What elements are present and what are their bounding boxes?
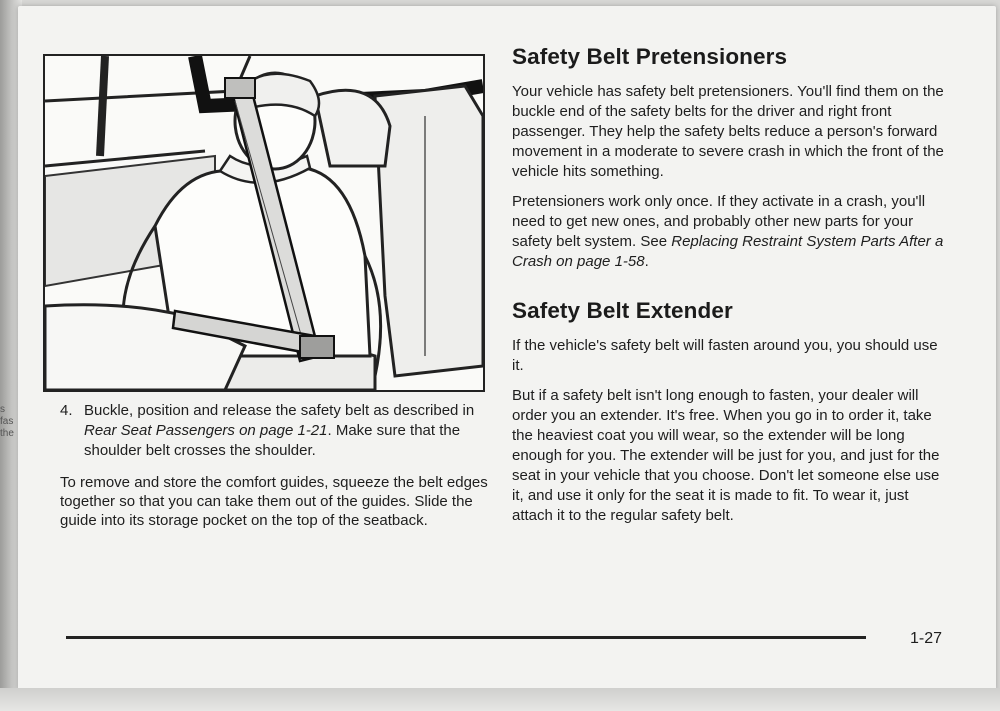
left-column — [60, 401, 490, 530]
pretensioners-paragraph-2 — [512, 192, 952, 272]
comfort-guide-paragraph: To remove and store the comfort guides, squeeze the belt edges together so that you can take them out of the guides. Slide the guide into its storage pocket on the top of the seatback. — [60, 474, 488, 529]
extender-paragraph-2: But if a safety belt isn't long enough to fasten, your dealer will order you an extender. It's free. When you go in to order it, take the heaviest coat you will wear, so the extender will be long enough for you. The extender will be just for you, and just for the seat in your vehicle that you choose. Don't let someone else use it, and use it only for the seat it is made to fit. To wear it, just attach it to the regular safety belt. — [512, 387, 940, 524]
step-number: 4. — [60, 402, 73, 419]
step-4 — [60, 401, 490, 461]
previous-page-edge — [0, 404, 18, 444]
margin-fragment-1: s fas — [0, 404, 14, 427]
pretensioners-heading: Safety Belt Pretensioners — [512, 44, 788, 69]
margin-fragment-2: the — [0, 428, 14, 439]
extender-paragraph-1: If the vehicle's safety belt will fasten around you, you should use it. — [512, 337, 938, 374]
extender-heading: Safety Belt Extender — [512, 298, 733, 323]
pretensioners-reference: Replacing Restraint System Parts After a Crash on page 1-58 — [512, 233, 944, 270]
step-text-before: Buckle, position and release the safety belt as described in — [84, 402, 475, 419]
page-bottom-edge — [0, 688, 1000, 711]
pretensioners-paragraph-1: Your vehicle has safety belt pretensioners. You'll find them on the buckle end of the safety belts for the driver and right front passenger. They help the safety belts reduce a person's forward movement in a moderate to severe crash in which the front of the vehicle hits something. — [512, 83, 944, 180]
step-reference-link: Rear Seat Passengers on page 1-21 — [84, 422, 328, 439]
page-number: 1-27 — [910, 630, 943, 647]
child-in-rear-seat-with-safety-belt-illustration — [45, 56, 483, 390]
pretensioners-p2-before: Pretensioners work only once. If they activate in a crash, you'll need to get new ones, and probably other new parts for your safety belt system. See — [512, 193, 926, 250]
pretensioners-p2-after: . — [644, 253, 649, 270]
step-text-after: . Make sure that the shoulder belt crosses the shoulder. — [84, 422, 461, 459]
child-safety-belt-illustration — [43, 54, 485, 392]
footer-rule — [66, 636, 866, 639]
right-column — [512, 44, 952, 526]
step-text — [84, 401, 490, 461]
